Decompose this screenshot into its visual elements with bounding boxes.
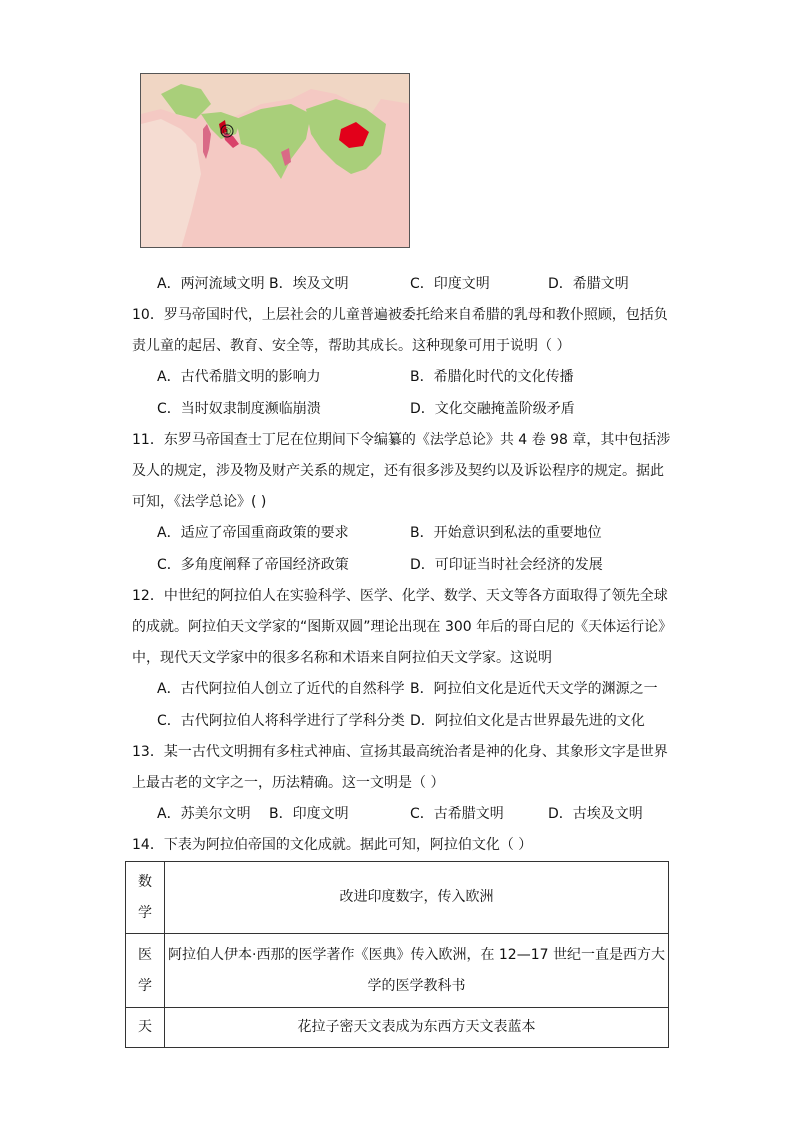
q10-option-a[interactable]: A．古代希腊文明的影响力 [157,369,321,385]
q9-option-b[interactable]: B．埃及文明 [269,276,349,292]
q10-option-b[interactable]: B．希腊化时代的文化传播 [410,369,574,385]
arab-culture-table [125,861,669,1048]
subject-cell [126,862,165,934]
content-text: 改进印度数字，传入欧洲 [339,889,494,905]
q11-stem-line-3: 可知，《法学总论》( ) [132,494,267,510]
q10-stem-line-2: 责儿童的起居、教育、安全等，帮助其成长。这种现象可用于说明（ ） [132,338,571,354]
content-cell [165,862,669,934]
q12-option-c[interactable]: C．古代阿拉伯人将科学进行了学科分类 [157,713,405,729]
q11-option-b[interactable]: B．开始意识到私法的重要地位 [410,525,602,541]
subject-char: 学 [138,977,152,994]
subject-char: 学 [138,904,152,921]
q12-option-a[interactable]: A．古代阿拉伯人创立了近代的自然科学 [157,681,405,697]
subject-cell [126,934,165,1008]
q11-stem-line-2: 及人的规定，涉及物及财产关系的规定，还有很多涉及契约以及诉讼程序的规定。据此 [132,463,664,479]
q9-option-d[interactable]: D．希腊文明 [548,276,629,292]
q13-option-a[interactable]: A．苏美尔文明 [157,806,251,822]
map-marker-label: ① [222,127,232,138]
q13-option-d[interactable]: D．古埃及文明 [548,806,643,822]
q12-stem-line-3: 中，现代天文学家中的很多名称和术语来自阿拉伯天文学家。这说明 [132,650,552,666]
q9-option-a[interactable]: A．两河流域文明 [157,276,265,292]
table-row [126,1008,669,1048]
table-row [126,862,669,934]
content-text: 花拉子密天文表成为东西方天文表蓝本 [297,1019,536,1035]
q13-stem-line-1: 13．某一古代文明拥有多柱式神庙、宣扬其最高统治者是神的化身、其象形文字是世界 [132,744,668,760]
q9-option-c[interactable]: C．印度文明 [410,276,490,292]
q11-option-d[interactable]: D．可印证当时社会经济的发展 [410,557,603,573]
q11-option-c[interactable]: C．多角度阐释了帝国经济政策 [157,557,349,573]
content-text: 学的医学教科书 [367,977,466,994]
q13-option-c[interactable]: C．古希腊文明 [410,806,504,822]
q12-stem-line-2: 的成就。阿拉伯天文学家的“图斯双圆”理论出现在 300 年后的哥白尼的《天体运行论》 [132,619,673,635]
subject-char: 天 [138,1019,152,1035]
subject-char: 医 [138,946,152,963]
map-graphic [141,74,410,248]
content-cell [165,934,669,1008]
q11-option-a[interactable]: A．适应了帝国重商政策的要求 [157,525,349,541]
q10-option-d[interactable]: D．文化交融掩盖阶级矛盾 [410,401,575,417]
content-cell [165,1008,669,1048]
q12-stem-line-1: 12．中世纪的阿拉伯人在实验科学、医学、化学、数学、天文等各方面取得了领先全球 [132,588,668,604]
subject-char: 数 [138,873,152,890]
q14-stem: 14．下表为阿拉伯帝国的文化成就。据此可知，阿拉伯文化（ ） [132,837,533,853]
table-row [126,934,669,1008]
q10-option-c[interactable]: C．当时奴隶制度濒临崩溃 [157,401,321,417]
q13-option-b[interactable]: B．印度文明 [269,806,349,822]
q12-option-b[interactable]: B．阿拉伯文化是近代天文学的渊源之一 [410,681,658,697]
q11-stem-line-1: 11．东罗马帝国查士丁尼在位期间下令编纂的《法学总论》共 4 卷 98 章，其中包括涉 [132,432,671,448]
q12-option-d[interactable]: D．阿拉伯文化是古世界最先进的文化 [410,713,645,729]
content-text: 阿拉伯人伊本·西那的医学著作《医典》传入欧洲，在 12—17 世纪一直是西方大 [168,946,665,963]
subject-cell [126,1008,165,1048]
q13-stem-line-2: 上最古老的文字之一，历法精确。这一文明是（ ） [132,775,445,791]
civilization-map [140,73,410,248]
q10-stem-line-1: 10．罗马帝国时代，上层社会的儿童普遍被委托给来自希腊的乳母和教仆照顾，包括负 [132,307,668,323]
